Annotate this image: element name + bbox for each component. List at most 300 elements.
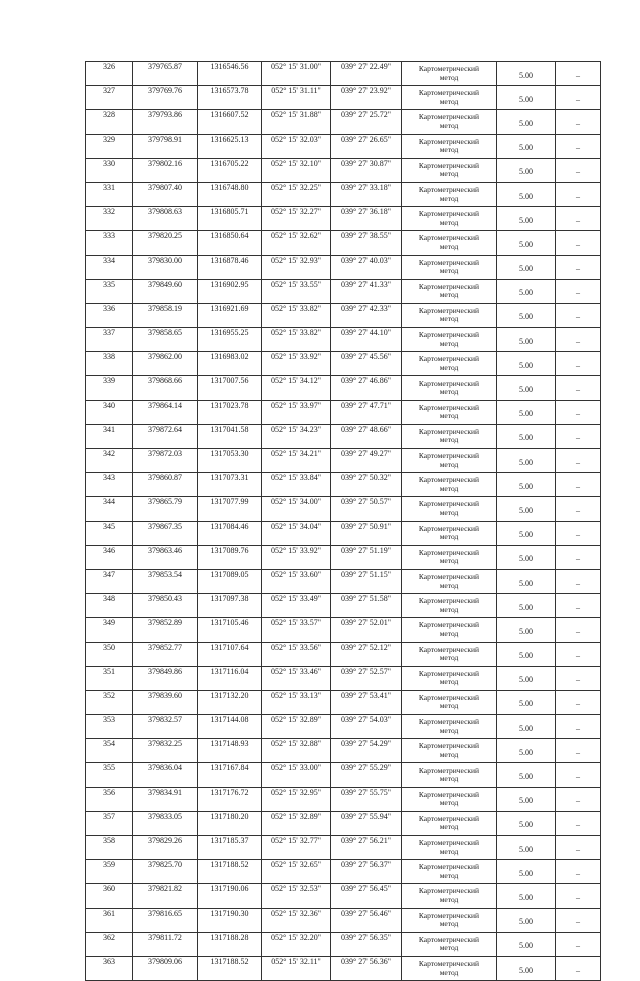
coord-x-cell: 379852.77 (133, 642, 198, 666)
longitude-cell: 039° 27' 51.15" (331, 569, 402, 593)
coord-x-cell: 379872.03 (133, 449, 198, 473)
coord-y-cell: 1317188.52 (198, 956, 262, 980)
note-cell: – (556, 376, 601, 400)
method-cell (402, 715, 497, 739)
longitude-cell: 039° 27' 55.75" (331, 787, 402, 811)
method-line-2: метод (439, 556, 459, 566)
table-row (86, 424, 601, 448)
coord-y-cell: 1316625.13 (198, 134, 262, 158)
latitude-cell: 052° 15' 33.92" (262, 352, 331, 376)
coord-y-cell: 1317089.76 (198, 545, 262, 569)
point-number-cell: 361 (86, 908, 133, 932)
longitude-cell: 039° 27' 56.45" (331, 884, 402, 908)
table-row (86, 158, 601, 182)
accuracy-cell: 5.00 (497, 618, 556, 642)
accuracy-cell: 5.00 (497, 739, 556, 763)
table-row (86, 666, 601, 690)
table-row (86, 956, 601, 980)
method-line-1: Картометрический (418, 451, 480, 461)
table-row (86, 134, 601, 158)
longitude-cell: 039° 27' 45.56" (331, 352, 402, 376)
note-cell: – (556, 932, 601, 956)
coord-x-cell: 379821.82 (133, 884, 198, 908)
point-number-cell: 343 (86, 473, 133, 497)
coord-y-cell: 1317077.99 (198, 497, 262, 521)
longitude-cell: 039° 27' 52.01" (331, 618, 402, 642)
method-cell (402, 860, 497, 884)
coord-x-cell: 379802.16 (133, 158, 198, 182)
coord-y-cell: 1316983.02 (198, 352, 262, 376)
coord-y-cell: 1316850.64 (198, 231, 262, 255)
note-cell: – (556, 303, 601, 327)
method-line-1: Картометрический (418, 692, 480, 702)
method-line-2: метод (439, 507, 459, 517)
coord-x-cell: 379834.91 (133, 787, 198, 811)
accuracy-cell: 5.00 (497, 908, 556, 932)
method-line-2: метод (439, 290, 459, 300)
coord-x-cell: 379864.14 (133, 400, 198, 424)
table-row (86, 569, 601, 593)
coord-x-cell: 379825.70 (133, 860, 198, 884)
table-row (86, 545, 601, 569)
latitude-cell: 052° 15' 32.20" (262, 932, 331, 956)
coord-x-cell: 379816.65 (133, 908, 198, 932)
coord-y-cell: 1317097.38 (198, 594, 262, 618)
method-line-1: Картометрический (418, 765, 480, 775)
method-line-2: метод (439, 266, 459, 276)
latitude-cell: 052° 15' 33.13" (262, 690, 331, 714)
accuracy-cell: 5.00 (497, 134, 556, 158)
method-line-2: метод (439, 145, 459, 155)
coord-x-cell: 379769.76 (133, 86, 198, 110)
point-number-cell: 352 (86, 690, 133, 714)
point-number-cell: 330 (86, 158, 133, 182)
point-number-cell: 355 (86, 763, 133, 787)
method-line-2: метод (439, 822, 459, 832)
table-row (86, 811, 601, 835)
latitude-cell: 052° 15' 32.93" (262, 255, 331, 279)
method-cell (402, 352, 497, 376)
longitude-cell: 039° 27' 56.21" (331, 836, 402, 860)
table-row (86, 110, 601, 134)
method-line-2: метод (439, 193, 459, 203)
longitude-cell: 039° 27' 55.94" (331, 811, 402, 835)
note-cell: – (556, 545, 601, 569)
method-cell (402, 569, 497, 593)
coord-x-cell: 379860.87 (133, 473, 198, 497)
latitude-cell: 052° 15' 33.46" (262, 666, 331, 690)
note-cell: – (556, 715, 601, 739)
method-line-1: Картометрический (418, 789, 480, 799)
point-number-cell: 360 (86, 884, 133, 908)
coordinates-table (85, 61, 601, 981)
point-number-cell: 328 (86, 110, 133, 134)
note-cell: – (556, 594, 601, 618)
coord-y-cell: 1316607.52 (198, 110, 262, 134)
coord-x-cell: 379849.60 (133, 279, 198, 303)
latitude-cell: 052° 15' 32.27" (262, 207, 331, 231)
longitude-cell: 039° 27' 53.41" (331, 690, 402, 714)
method-cell (402, 110, 497, 134)
coord-x-cell: 379811.72 (133, 932, 198, 956)
coord-y-cell: 1317180.20 (198, 811, 262, 835)
coord-y-cell: 1317167.84 (198, 763, 262, 787)
note-cell: – (556, 956, 601, 980)
note-cell: – (556, 207, 601, 231)
longitude-cell: 039° 27' 23.92" (331, 86, 402, 110)
note-cell: – (556, 811, 601, 835)
longitude-cell: 039° 27' 36.18" (331, 207, 402, 231)
note-cell: – (556, 497, 601, 521)
accuracy-cell: 5.00 (497, 376, 556, 400)
method-line-2: метод (439, 483, 459, 493)
method-line-1: Картометрический (418, 838, 480, 848)
latitude-cell: 052° 15' 32.62" (262, 231, 331, 255)
method-line-2: метод (439, 72, 459, 82)
point-number-cell: 351 (86, 666, 133, 690)
method-line-2: метод (439, 967, 459, 977)
coord-y-cell: 1317176.72 (198, 787, 262, 811)
method-line-2: метод (439, 604, 459, 614)
latitude-cell: 052° 15' 33.82" (262, 328, 331, 352)
method-line-1: Картометрический (418, 378, 480, 388)
table-row (86, 352, 601, 376)
point-number-cell: 339 (86, 376, 133, 400)
coord-y-cell: 1317023.78 (198, 400, 262, 424)
method-line-2: метод (439, 943, 459, 953)
table-row (86, 207, 601, 231)
method-cell (402, 182, 497, 206)
method-line-2: метод (439, 96, 459, 106)
accuracy-cell: 5.00 (497, 424, 556, 448)
point-number-cell: 326 (86, 62, 133, 86)
method-line-2: метод (439, 870, 459, 880)
coord-x-cell: 379833.05 (133, 811, 198, 835)
method-line-2: метод (439, 217, 459, 227)
table-row (86, 231, 601, 255)
accuracy-cell: 5.00 (497, 279, 556, 303)
longitude-cell: 039° 27' 50.32" (331, 473, 402, 497)
longitude-cell: 039° 27' 56.37" (331, 860, 402, 884)
note-cell: – (556, 231, 601, 255)
method-line-1: Картометрический (418, 934, 480, 944)
coord-x-cell: 379839.60 (133, 690, 198, 714)
note-cell: – (556, 787, 601, 811)
coord-x-cell: 379850.43 (133, 594, 198, 618)
coord-y-cell: 1316955.25 (198, 328, 262, 352)
method-line-2: метод (439, 725, 459, 735)
table-row (86, 642, 601, 666)
coord-x-cell: 379858.19 (133, 303, 198, 327)
point-number-cell: 358 (86, 836, 133, 860)
table-row (86, 303, 601, 327)
accuracy-cell: 5.00 (497, 666, 556, 690)
method-cell (402, 739, 497, 763)
latitude-cell: 052° 15' 32.53" (262, 884, 331, 908)
note-cell: – (556, 86, 601, 110)
coord-x-cell: 379853.54 (133, 569, 198, 593)
method-cell (402, 787, 497, 811)
method-line-1: Картометрический (418, 354, 480, 364)
accuracy-cell: 5.00 (497, 860, 556, 884)
table-row (86, 521, 601, 545)
accuracy-cell: 5.00 (497, 545, 556, 569)
table-row (86, 400, 601, 424)
note-cell: – (556, 110, 601, 134)
point-number-cell: 346 (86, 545, 133, 569)
method-line-1: Картометрический (418, 572, 480, 582)
method-line-2: метод (439, 169, 459, 179)
table-row (86, 908, 601, 932)
note-cell: – (556, 400, 601, 424)
coord-x-cell: 379858.65 (133, 328, 198, 352)
table-row (86, 884, 601, 908)
method-cell (402, 328, 497, 352)
point-number-cell: 345 (86, 521, 133, 545)
coord-y-cell: 1317190.30 (198, 908, 262, 932)
latitude-cell: 052° 15' 34.00" (262, 497, 331, 521)
coord-x-cell: 379862.00 (133, 352, 198, 376)
table-row (86, 594, 601, 618)
method-line-2: метод (439, 919, 459, 929)
note-cell: – (556, 690, 601, 714)
longitude-cell: 039° 27' 42.33" (331, 303, 402, 327)
method-cell (402, 255, 497, 279)
latitude-cell: 052° 15' 34.12" (262, 376, 331, 400)
latitude-cell: 052° 15' 34.04" (262, 521, 331, 545)
coordinates-table-body (86, 62, 601, 981)
accuracy-cell: 5.00 (497, 569, 556, 593)
table-row (86, 618, 601, 642)
table-row (86, 932, 601, 956)
method-cell (402, 62, 497, 86)
accuracy-cell: 5.00 (497, 715, 556, 739)
method-line-1: Картометрический (418, 644, 480, 654)
method-cell (402, 400, 497, 424)
longitude-cell: 039° 27' 55.29" (331, 763, 402, 787)
point-number-cell: 327 (86, 86, 133, 110)
method-cell (402, 811, 497, 835)
method-cell (402, 690, 497, 714)
latitude-cell: 052° 15' 34.23" (262, 424, 331, 448)
method-line-1: Картометрический (418, 620, 480, 630)
longitude-cell: 039° 27' 56.35" (331, 932, 402, 956)
note-cell: – (556, 908, 601, 932)
method-line-1: Картометрический (418, 305, 480, 315)
method-cell (402, 545, 497, 569)
longitude-cell: 039° 27' 40.03" (331, 255, 402, 279)
accuracy-cell: 5.00 (497, 328, 556, 352)
point-number-cell: 356 (86, 787, 133, 811)
method-line-2: метод (439, 580, 459, 590)
method-line-1: Картометрический (418, 668, 480, 678)
note-cell: – (556, 618, 601, 642)
latitude-cell: 052° 15' 31.88" (262, 110, 331, 134)
longitude-cell: 039° 27' 50.57" (331, 497, 402, 521)
note-cell: – (556, 884, 601, 908)
point-number-cell: 336 (86, 303, 133, 327)
latitude-cell: 052° 15' 32.03" (262, 134, 331, 158)
accuracy-cell: 5.00 (497, 787, 556, 811)
longitude-cell: 039° 27' 56.46" (331, 908, 402, 932)
point-number-cell: 331 (86, 182, 133, 206)
coord-y-cell: 1316902.95 (198, 279, 262, 303)
point-number-cell: 362 (86, 932, 133, 956)
point-number-cell: 344 (86, 497, 133, 521)
latitude-cell: 052° 15' 32.95" (262, 787, 331, 811)
note-cell: – (556, 569, 601, 593)
coord-y-cell: 1316878.46 (198, 255, 262, 279)
coord-x-cell: 379829.26 (133, 836, 198, 860)
method-cell (402, 303, 497, 327)
latitude-cell: 052° 15' 32.89" (262, 715, 331, 739)
coord-y-cell: 1317188.28 (198, 932, 262, 956)
latitude-cell: 052° 15' 32.11" (262, 956, 331, 980)
method-line-1: Картометрический (418, 523, 480, 533)
method-line-2: метод (439, 241, 459, 251)
method-line-1: Картометрический (418, 209, 480, 219)
method-line-1: Картометрический (418, 426, 480, 436)
method-cell (402, 642, 497, 666)
method-line-2: метод (439, 628, 459, 638)
method-line-2: метод (439, 459, 459, 469)
coord-y-cell: 1316705.22 (198, 158, 262, 182)
method-line-1: Картометрический (418, 88, 480, 98)
longitude-cell: 039° 27' 33.18" (331, 182, 402, 206)
coord-x-cell: 379868.66 (133, 376, 198, 400)
note-cell: – (556, 666, 601, 690)
method-cell (402, 932, 497, 956)
coord-x-cell: 379867.35 (133, 521, 198, 545)
method-line-1: Картометрический (418, 402, 480, 412)
method-cell (402, 86, 497, 110)
point-number-cell: 341 (86, 424, 133, 448)
accuracy-cell: 5.00 (497, 521, 556, 545)
point-number-cell: 347 (86, 569, 133, 593)
note-cell: – (556, 449, 601, 473)
coord-y-cell: 1317041.58 (198, 424, 262, 448)
coord-x-cell: 379832.25 (133, 739, 198, 763)
method-cell (402, 594, 497, 618)
note-cell: – (556, 182, 601, 206)
coord-x-cell: 379865.79 (133, 497, 198, 521)
accuracy-cell: 5.00 (497, 642, 556, 666)
note-cell: – (556, 134, 601, 158)
table-row (86, 690, 601, 714)
method-cell (402, 473, 497, 497)
coord-x-cell: 379863.46 (133, 545, 198, 569)
note-cell: – (556, 473, 601, 497)
method-line-1: Картометрический (418, 910, 480, 920)
coord-x-cell: 379820.25 (133, 231, 198, 255)
method-line-1: Картометрический (418, 596, 480, 606)
table-row (86, 787, 601, 811)
accuracy-cell: 5.00 (497, 158, 556, 182)
table-row (86, 62, 601, 86)
method-cell (402, 908, 497, 932)
coord-y-cell: 1317089.05 (198, 569, 262, 593)
note-cell: – (556, 255, 601, 279)
coord-x-cell: 379798.91 (133, 134, 198, 158)
method-line-2: метод (439, 338, 459, 348)
accuracy-cell: 5.00 (497, 86, 556, 110)
table-row (86, 763, 601, 787)
latitude-cell: 052° 15' 31.00" (262, 62, 331, 86)
method-line-1: Картометрический (418, 112, 480, 122)
method-line-1: Картометрический (418, 475, 480, 485)
coord-y-cell: 1317148.93 (198, 739, 262, 763)
method-line-2: метод (439, 846, 459, 856)
accuracy-cell: 5.00 (497, 690, 556, 714)
latitude-cell: 052° 15' 32.25" (262, 182, 331, 206)
accuracy-cell: 5.00 (497, 884, 556, 908)
point-number-cell: 337 (86, 328, 133, 352)
latitude-cell: 052° 15' 31.11" (262, 86, 331, 110)
point-number-cell: 353 (86, 715, 133, 739)
point-number-cell: 357 (86, 811, 133, 835)
note-cell: – (556, 328, 601, 352)
point-number-cell: 333 (86, 231, 133, 255)
note-cell: – (556, 158, 601, 182)
table-row (86, 86, 601, 110)
accuracy-cell: 5.00 (497, 763, 556, 787)
longitude-cell: 039° 27' 46.86" (331, 376, 402, 400)
latitude-cell: 052° 15' 33.57" (262, 618, 331, 642)
longitude-cell: 039° 27' 26.65" (331, 134, 402, 158)
table-row (86, 473, 601, 497)
accuracy-cell: 5.00 (497, 836, 556, 860)
coord-x-cell: 379809.06 (133, 956, 198, 980)
method-cell (402, 497, 497, 521)
method-line-1: Картометрический (418, 862, 480, 872)
coord-y-cell: 1316573.78 (198, 86, 262, 110)
coord-x-cell: 379807.40 (133, 182, 198, 206)
method-line-1: Картометрический (418, 281, 480, 291)
latitude-cell: 052° 15' 33.97" (262, 400, 331, 424)
latitude-cell: 052° 15' 33.92" (262, 545, 331, 569)
point-number-cell: 342 (86, 449, 133, 473)
method-line-1: Картометрический (418, 741, 480, 751)
table-row (86, 449, 601, 473)
method-cell (402, 449, 497, 473)
accuracy-cell: 5.00 (497, 932, 556, 956)
latitude-cell: 052° 15' 33.60" (262, 569, 331, 593)
method-line-2: метод (439, 749, 459, 759)
method-line-1: Картометрический (418, 717, 480, 727)
method-line-2: метод (439, 774, 459, 784)
table-row (86, 836, 601, 860)
table-row (86, 739, 601, 763)
point-number-cell: 348 (86, 594, 133, 618)
note-cell: – (556, 424, 601, 448)
latitude-cell: 052° 15' 32.88" (262, 739, 331, 763)
method-line-2: метод (439, 677, 459, 687)
coord-y-cell: 1317073.31 (198, 473, 262, 497)
longitude-cell: 039° 27' 48.66" (331, 424, 402, 448)
point-number-cell: 354 (86, 739, 133, 763)
latitude-cell: 052° 15' 32.36" (262, 908, 331, 932)
method-line-1: Картометрический (418, 64, 480, 74)
method-line-1: Картометрический (418, 185, 480, 195)
accuracy-cell: 5.00 (497, 207, 556, 231)
method-line-2: метод (439, 701, 459, 711)
coord-y-cell: 1317007.56 (198, 376, 262, 400)
coord-y-cell: 1317053.30 (198, 449, 262, 473)
longitude-cell: 039° 27' 56.36" (331, 956, 402, 980)
latitude-cell: 052° 15' 32.77" (262, 836, 331, 860)
accuracy-cell: 5.00 (497, 255, 556, 279)
point-number-cell: 334 (86, 255, 133, 279)
